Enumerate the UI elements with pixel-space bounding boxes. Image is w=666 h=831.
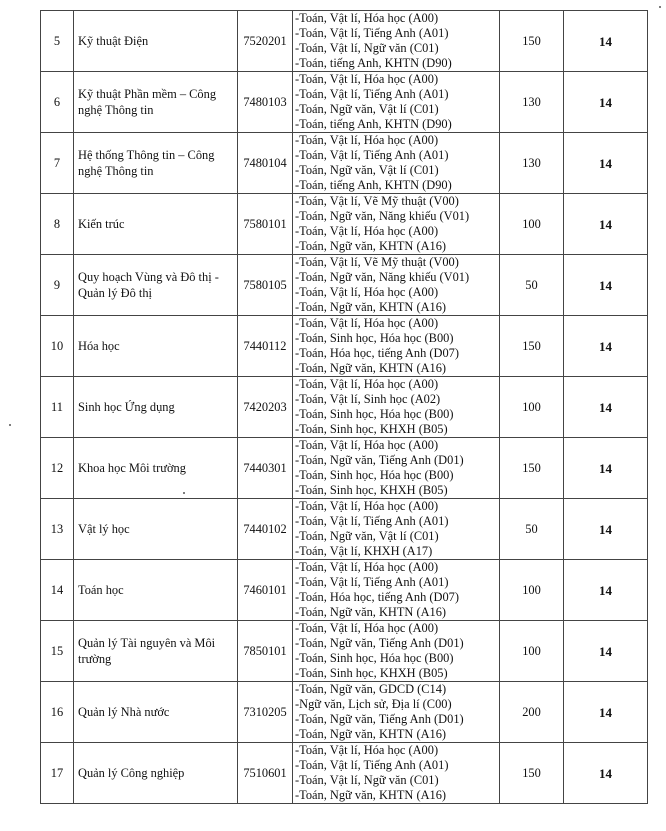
subject-combination: -Toán, Sinh học, Hóa học (B00) <box>295 407 454 421</box>
subject-combination: -Toán, Vật lí, Hóa học (A00) <box>295 133 439 147</box>
subject-combination: -Toán, Sinh học, Hóa học (B00) <box>295 651 454 665</box>
program-code: 7480104 <box>238 133 293 194</box>
subject-combination: -Toán, Vật lí, Hóa học (A00) <box>295 11 439 25</box>
subject-combinations <box>293 255 500 316</box>
enrollment-quota: 50 <box>500 255 564 316</box>
table-row <box>41 316 648 377</box>
subject-combinations <box>293 377 500 438</box>
row-number: 7 <box>41 133 74 194</box>
subject-combination: -Toán, Vật lí, Tiếng Anh (A01) <box>295 514 449 528</box>
subject-combination: -Toán, Vật lí, Hóa học (A00) <box>295 499 439 513</box>
program-name: Kỹ thuật Phần mềm – Công nghệ Thông tin <box>74 72 238 133</box>
subject-combination: -Toán, Ngữ văn, Tiếng Anh (D01) <box>295 712 464 726</box>
subject-combination: -Toán, Ngữ văn, KHTN (A16) <box>295 361 447 375</box>
subject-combination: -Ngữ văn, Lịch sử, Địa lí (C00) <box>295 697 452 711</box>
table-row <box>41 133 648 194</box>
subject-combinations <box>293 621 500 682</box>
admissions-table-page <box>40 10 648 804</box>
program-code: 7310205 <box>238 682 293 743</box>
row-number: 17 <box>41 743 74 804</box>
subject-combination: -Toán, Vật lí, Vẽ Mỹ thuật (V00) <box>295 194 459 208</box>
program-code: 7510601 <box>238 743 293 804</box>
subject-combination: -Toán, Vật lí, Tiếng Anh (A01) <box>295 575 449 589</box>
subject-combination: -Toán, Ngữ văn, KHTN (A16) <box>295 788 447 802</box>
subject-combination: -Toán, Ngữ văn, KHTN (A16) <box>295 605 447 619</box>
subject-combination: -Toán, Sinh học, KHXH (B05) <box>295 422 448 436</box>
subject-combination: -Toán, Vật lí, Hóa học (A00) <box>295 285 439 299</box>
subject-combination: -Toán, tiếng Anh, KHTN (D90) <box>295 56 452 70</box>
subject-combination: -Toán, Hóa học, tiếng Anh (D07) <box>295 590 459 604</box>
admissions-table <box>40 10 648 804</box>
subject-combination: -Toán, Ngữ văn, GDCD (C14) <box>295 682 447 696</box>
scan-speck <box>183 492 185 494</box>
subject-combination: -Toán, Vật lí, Ngữ văn (C01) <box>295 41 439 55</box>
table-row <box>41 499 648 560</box>
program-code: 7580105 <box>238 255 293 316</box>
program-name: Hệ thống Thông tin – Công nghệ Thông tin <box>74 133 238 194</box>
program-name: Kiến trúc <box>74 194 238 255</box>
subject-combination: -Toán, Vật lí, Hóa học (A00) <box>295 72 439 86</box>
minimum-score: 14 <box>564 255 648 316</box>
program-code: 7850101 <box>238 621 293 682</box>
table-row <box>41 743 648 804</box>
table-row <box>41 621 648 682</box>
admissions-table-body <box>41 11 648 804</box>
subject-combinations <box>293 11 500 72</box>
subject-combination: -Toán, Vật lí, Hóa học (A00) <box>295 316 439 330</box>
subject-combinations <box>293 499 500 560</box>
subject-combination: -Toán, Ngữ văn, Vật lí (C01) <box>295 163 439 177</box>
enrollment-quota: 150 <box>500 316 564 377</box>
program-code: 7440112 <box>238 316 293 377</box>
subject-combination: -Toán, Ngữ văn, KHTN (A16) <box>295 239 447 253</box>
enrollment-quota: 150 <box>500 743 564 804</box>
subject-combination: -Toán, Ngữ văn, KHTN (A16) <box>295 300 447 314</box>
row-number: 14 <box>41 560 74 621</box>
row-number: 13 <box>41 499 74 560</box>
table-row <box>41 255 648 316</box>
minimum-score: 14 <box>564 194 648 255</box>
subject-combinations <box>293 133 500 194</box>
subject-combination: -Toán, Ngữ văn, Tiếng Anh (D01) <box>295 636 464 650</box>
program-name: Kỹ thuật Điện <box>74 11 238 72</box>
table-row <box>41 72 648 133</box>
subject-combination: -Toán, Vật lí, Hóa học (A00) <box>295 438 439 452</box>
program-name: Quy hoạch Vùng và Đô thị - Quản lý Đô thị <box>74 255 238 316</box>
subject-combination: -Toán, Vật lí, Tiếng Anh (A01) <box>295 148 449 162</box>
subject-combination: -Toán, Sinh học, Hóa học (B00) <box>295 468 454 482</box>
enrollment-quota: 100 <box>500 377 564 438</box>
row-number: 15 <box>41 621 74 682</box>
table-row <box>41 560 648 621</box>
row-number: 11 <box>41 377 74 438</box>
row-number: 8 <box>41 194 74 255</box>
subject-combinations <box>293 682 500 743</box>
subject-combinations <box>293 743 500 804</box>
enrollment-quota: 100 <box>500 194 564 255</box>
subject-combination: -Toán, Vật lí, KHXH (A17) <box>295 544 433 558</box>
enrollment-quota: 150 <box>500 438 564 499</box>
enrollment-quota: 100 <box>500 560 564 621</box>
program-code: 7440301 <box>238 438 293 499</box>
minimum-score: 14 <box>564 133 648 194</box>
table-row <box>41 11 648 72</box>
subject-combination: -Toán, Vật lí, Tiếng Anh (A01) <box>295 758 449 772</box>
subject-combination: -Toán, Vật lí, Vẽ Mỹ thuật (V00) <box>295 255 459 269</box>
subject-combination: -Toán, Vật lí, Sinh học (A02) <box>295 392 441 406</box>
table-row <box>41 194 648 255</box>
program-name: Vật lý học <box>74 499 238 560</box>
table-row <box>41 438 648 499</box>
subject-combination: -Toán, Ngữ văn, Vật lí (C01) <box>295 529 439 543</box>
row-number: 10 <box>41 316 74 377</box>
row-number: 6 <box>41 72 74 133</box>
scan-speck <box>9 424 11 426</box>
program-name: Hóa học <box>74 316 238 377</box>
minimum-score: 14 <box>564 316 648 377</box>
row-number: 12 <box>41 438 74 499</box>
subject-combinations <box>293 72 500 133</box>
minimum-score: 14 <box>564 11 648 72</box>
subject-combination: -Toán, Vật lí, Tiếng Anh (A01) <box>295 26 449 40</box>
subject-combination: -Toán, Vật lí, Hóa học (A00) <box>295 224 439 238</box>
minimum-score: 14 <box>564 438 648 499</box>
enrollment-quota: 100 <box>500 621 564 682</box>
subject-combination: -Toán, Vật lí, Hóa học (A00) <box>295 621 439 635</box>
subject-combination: -Toán, Sinh học, KHXH (B05) <box>295 483 448 497</box>
subject-combinations <box>293 194 500 255</box>
row-number: 9 <box>41 255 74 316</box>
subject-combinations <box>293 560 500 621</box>
subject-combination: -Toán, Vật lí, Tiếng Anh (A01) <box>295 87 449 101</box>
enrollment-quota: 130 <box>500 133 564 194</box>
subject-combination: -Toán, tiếng Anh, KHTN (D90) <box>295 178 452 192</box>
scan-speck <box>659 6 661 8</box>
subject-combination: -Toán, Vật lí, Ngữ văn (C01) <box>295 773 439 787</box>
program-name: Toán học <box>74 560 238 621</box>
minimum-score: 14 <box>564 377 648 438</box>
subject-combination: -Toán, Ngữ văn, Năng khiếu (V01) <box>295 209 470 223</box>
program-code: 7520201 <box>238 11 293 72</box>
minimum-score: 14 <box>564 682 648 743</box>
enrollment-quota: 50 <box>500 499 564 560</box>
subject-combination: -Toán, Ngữ văn, Vật lí (C01) <box>295 102 439 116</box>
program-name: Khoa học Môi trường <box>74 438 238 499</box>
program-name: Quản lý Công nghiệp <box>74 743 238 804</box>
minimum-score: 14 <box>564 499 648 560</box>
table-row <box>41 682 648 743</box>
subject-combination: -Toán, Vật lí, Hóa học (A00) <box>295 377 439 391</box>
subject-combination: -Toán, Hóa học, tiếng Anh (D07) <box>295 346 459 360</box>
row-number: 16 <box>41 682 74 743</box>
program-name: Sinh học Ứng dụng <box>74 377 238 438</box>
subject-combination: -Toán, Vật lí, Hóa học (A00) <box>295 743 439 757</box>
subject-combination: -Toán, Ngữ văn, Tiếng Anh (D01) <box>295 453 464 467</box>
program-name: Quản lý Tài nguyên và Môi trường <box>74 621 238 682</box>
table-row <box>41 377 648 438</box>
subject-combination: -Toán, Ngữ văn, Năng khiếu (V01) <box>295 270 470 284</box>
program-code: 7440102 <box>238 499 293 560</box>
enrollment-quota: 150 <box>500 11 564 72</box>
enrollment-quota: 200 <box>500 682 564 743</box>
subject-combinations <box>293 316 500 377</box>
row-number: 5 <box>41 11 74 72</box>
subject-combination: -Toán, Vật lí, Hóa học (A00) <box>295 560 439 574</box>
subject-combinations <box>293 438 500 499</box>
subject-combination: -Toán, Ngữ văn, KHTN (A16) <box>295 727 447 741</box>
program-code: 7580101 <box>238 194 293 255</box>
program-code: 7480103 <box>238 72 293 133</box>
subject-combination: -Toán, Sinh học, Hóa học (B00) <box>295 331 454 345</box>
minimum-score: 14 <box>564 72 648 133</box>
subject-combination: -Toán, Sinh học, KHXH (B05) <box>295 666 448 680</box>
minimum-score: 14 <box>564 560 648 621</box>
program-name: Quản lý Nhà nước <box>74 682 238 743</box>
minimum-score: 14 <box>564 743 648 804</box>
enrollment-quota: 130 <box>500 72 564 133</box>
program-code: 7460101 <box>238 560 293 621</box>
subject-combination: -Toán, tiếng Anh, KHTN (D90) <box>295 117 452 131</box>
minimum-score: 14 <box>564 621 648 682</box>
program-code: 7420203 <box>238 377 293 438</box>
